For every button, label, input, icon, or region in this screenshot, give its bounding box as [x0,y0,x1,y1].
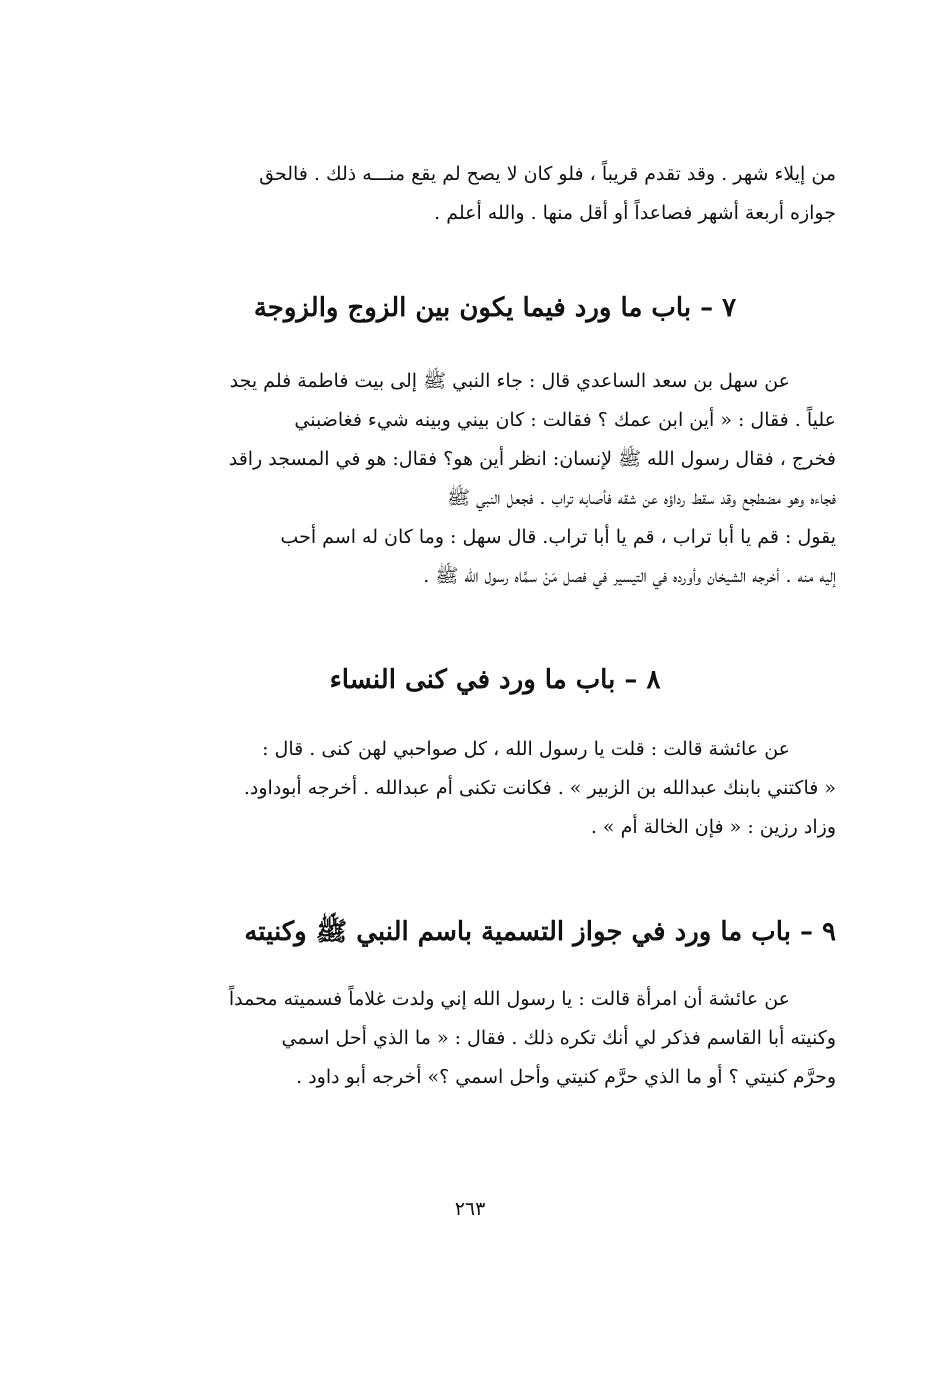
paragraph-line: من إيلاء شهر . وقد تقدم قريباً ، فلو كان لا يصح لم يقع منـــه ذلك . فالحق [259,163,836,185]
paragraph-line: فخرج ، فقال رسول الله ﷺ لإنسان: انظر أين هو؟ فقال: هو في المسجد راقد [228,448,836,470]
section-paragraph [160,730,836,847]
paragraph-line: إليه منه . أخرجه الشيخان وأورده في التيسير في فصل مَنْ سمَّاه رسول الله ﷺ . [423,565,836,587]
page-number: ٢٦٣ [454,1198,486,1220]
paragraph-line: جوازه أربعة أشهر فصاعداً أو أقل منها . والله أعلم . [434,202,836,224]
paragraph-line: عن عائشة قالت : قلت يا رسول الله ، كل صواحبي لهن كنى . قال : [262,738,790,760]
paragraph-line: وزاد رزين : « فإن الخالة أم » . [590,816,836,838]
section-heading: ٩ – باب ما ورد في جواز التسمية باسم النبي ﷺ وكنيته [244,917,836,947]
paragraph-line: عن سهل بن سعد الساعدي قال : جاء النبي ﷺ إلى بيت فاطمة فلم يجد [229,370,790,392]
paragraph-line: عن عائشة أن امرأة قالت : يا رسول الله إني ولدت غلاماً فسميته محمداً [228,988,790,1010]
paragraph-line: علياً . فقال : « أين ابن عمك ؟ فقالت : كان بيني وبينه شيء فغاضبني [294,409,836,431]
section-paragraph [160,362,836,596]
section-paragraph [160,980,836,1097]
paragraph-line: فجاءه وهو مضطجع وقد سقط رداؤه عن شقه فأصابه تراب . فجعل النبي ﷺ [446,487,836,509]
paragraph-line: يقول : قم يا أبا تراب ، قم يا أبا تراب. قال سهل : وما كان له اسم أحب [280,526,836,548]
section-heading: ٧ – باب ما ورد فيما يكون بين الزوج والزوجة [253,293,737,323]
paragraph-line: وحرَّم كنيتي ؟ أو ما الذي حرَّم كنيتي وأحل اسمي ؟» أخرجه أبو داود . [296,1066,836,1088]
section-heading: ٨ – باب ما ورد في كنى النساء [329,665,661,695]
paragraph-line: وكنيته أبا القاسم فذكر لي أنك تكره ذلك . فقال : « ما الذي أحل اسمي [281,1027,836,1049]
paragraph-line: « فاكتني بابنك عبدالله بن الزبير » . فكانت تكنى أم عبدالله . أخرجه أبوداود. [243,777,836,799]
intro-paragraph [160,155,836,233]
